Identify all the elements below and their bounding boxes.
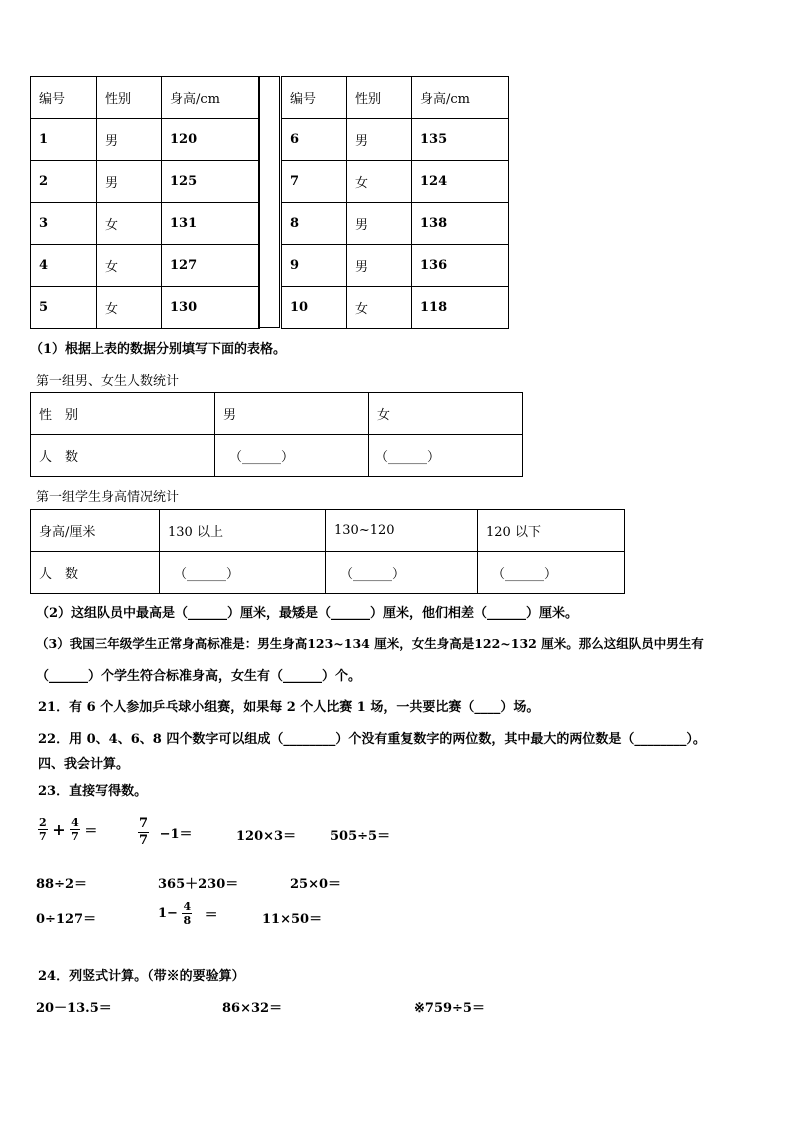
calc-120x3: 120×3＝: [236, 829, 297, 844]
cell-gender: 女: [97, 203, 162, 245]
table3-title: 第一组学生身高情况统计: [36, 490, 180, 505]
vertical-calc-3: ※759÷5＝: [414, 1001, 485, 1016]
range-above-130: 130 以上: [160, 510, 326, 552]
cell-height: 124: [412, 161, 509, 203]
header-height: 身高/cm: [412, 77, 509, 119]
calc-25x0: 25×0＝: [290, 877, 342, 892]
count-label: 人 数: [31, 435, 215, 477]
cell-height: 135: [412, 119, 509, 161]
q23: 23．直接写得数。: [38, 784, 148, 799]
cell-height: 125: [162, 161, 260, 203]
below-120-blank[interactable]: （______）: [478, 552, 625, 594]
cell-gender: 男: [97, 119, 162, 161]
q21: 21．有 6 个人参加乒乓球小组赛，如果每 2 个人比赛 1 场，一共要比赛（____）场。: [38, 700, 540, 715]
calc-0div127: 0÷127＝: [36, 912, 97, 927]
table-separator: [258, 76, 280, 328]
header-gender: 性别: [347, 77, 412, 119]
cell-height: 118: [412, 287, 509, 329]
header-id: 编号: [282, 77, 347, 119]
gender-label: 性 别: [31, 393, 215, 435]
cell-gender: 男: [97, 161, 162, 203]
cell-id: 5: [31, 287, 97, 329]
cell-id: 10: [282, 287, 347, 329]
height-table-left: [30, 76, 260, 329]
section-4-heading: 四、我会计算。: [38, 757, 130, 772]
q24: 24．列竖式计算。（带※的要验算）: [38, 969, 245, 984]
vertical-calc-2: 86×32＝: [222, 1001, 283, 1016]
cell-height: 127: [162, 245, 260, 287]
cell-id: 7: [282, 161, 347, 203]
header-gender: 性别: [97, 77, 162, 119]
range-below-120: 120 以下: [478, 510, 625, 552]
header-height: 身高/cm: [162, 77, 260, 119]
cell-id: 3: [31, 203, 97, 245]
cell-gender: 男: [347, 203, 412, 245]
cell-id: 4: [31, 245, 97, 287]
cell-height: 138: [412, 203, 509, 245]
calc-365plus230: 365＋230＝: [158, 877, 239, 892]
above-130-blank[interactable]: （______）: [160, 552, 326, 594]
cell-gender: 男: [347, 245, 412, 287]
calc-fraction-minus-one: $\frac{7}{7}$ −1＝: [139, 816, 193, 848]
cell-gender: 女: [347, 287, 412, 329]
cell-height: 120: [162, 119, 260, 161]
cell-gender: 女: [347, 161, 412, 203]
calc-88div2: 88÷2＝: [36, 877, 88, 892]
table2-title: 第一组男、女生人数统计: [36, 374, 180, 389]
male-label: 男: [215, 393, 369, 435]
calc-one-minus-fraction: 1− $\frac{4}{8}$ ＝: [158, 900, 218, 927]
q3-line1: （3）我国三年级学生正常身高标准是：男生身高123~134 厘米，女生身高是122~132 厘米。那么这组队员中男生有: [36, 636, 704, 651]
female-count-blank[interactable]: （______）: [369, 435, 523, 477]
calc-11x50: 11×50＝: [262, 912, 323, 927]
q3-line2: （______）个学生符合标准身高，女生有（______）个。: [36, 669, 362, 684]
q1-instruction: （1）根据上表的数据分别填写下面的表格。: [30, 342, 287, 357]
cell-id: 6: [282, 119, 347, 161]
range-120-130: 130~120: [326, 510, 478, 552]
cell-height: 131: [162, 203, 260, 245]
cell-height: 136: [412, 245, 509, 287]
cell-id: 1: [31, 119, 97, 161]
female-label: 女: [369, 393, 523, 435]
cell-height: 130: [162, 287, 260, 329]
male-count-blank[interactable]: （______）: [215, 435, 369, 477]
cell-id: 8: [282, 203, 347, 245]
cell-gender: 男: [347, 119, 412, 161]
height-unit-label: 身高/厘米: [31, 510, 160, 552]
calc-fraction-add: $\frac{2}{7}$ + $\frac{4}{7}$ ＝: [39, 816, 98, 843]
cell-gender: 女: [97, 287, 162, 329]
header-id: 编号: [31, 77, 97, 119]
range-120-130-blank[interactable]: （______）: [326, 552, 478, 594]
cell-id: 9: [282, 245, 347, 287]
vertical-calc-1: 20－13.5＝: [36, 1001, 112, 1016]
cell-id: 2: [31, 161, 97, 203]
count-label: 人 数: [31, 552, 160, 594]
height-table-right: [281, 76, 509, 329]
q2: （2）这组队员中最高是（______）厘米，最矮是（______）厘米，他们相差（______）厘米。: [36, 606, 579, 621]
height-range-table: [30, 509, 625, 594]
q22: 22．用 0、4、6、8 四个数字可以组成（________）个没有重复数字的两位数，其中最大的两位数是（________）。: [38, 732, 706, 747]
cell-gender: 女: [97, 245, 162, 287]
calc-505div5: 505÷5＝: [330, 829, 391, 844]
gender-count-table: [30, 392, 523, 477]
